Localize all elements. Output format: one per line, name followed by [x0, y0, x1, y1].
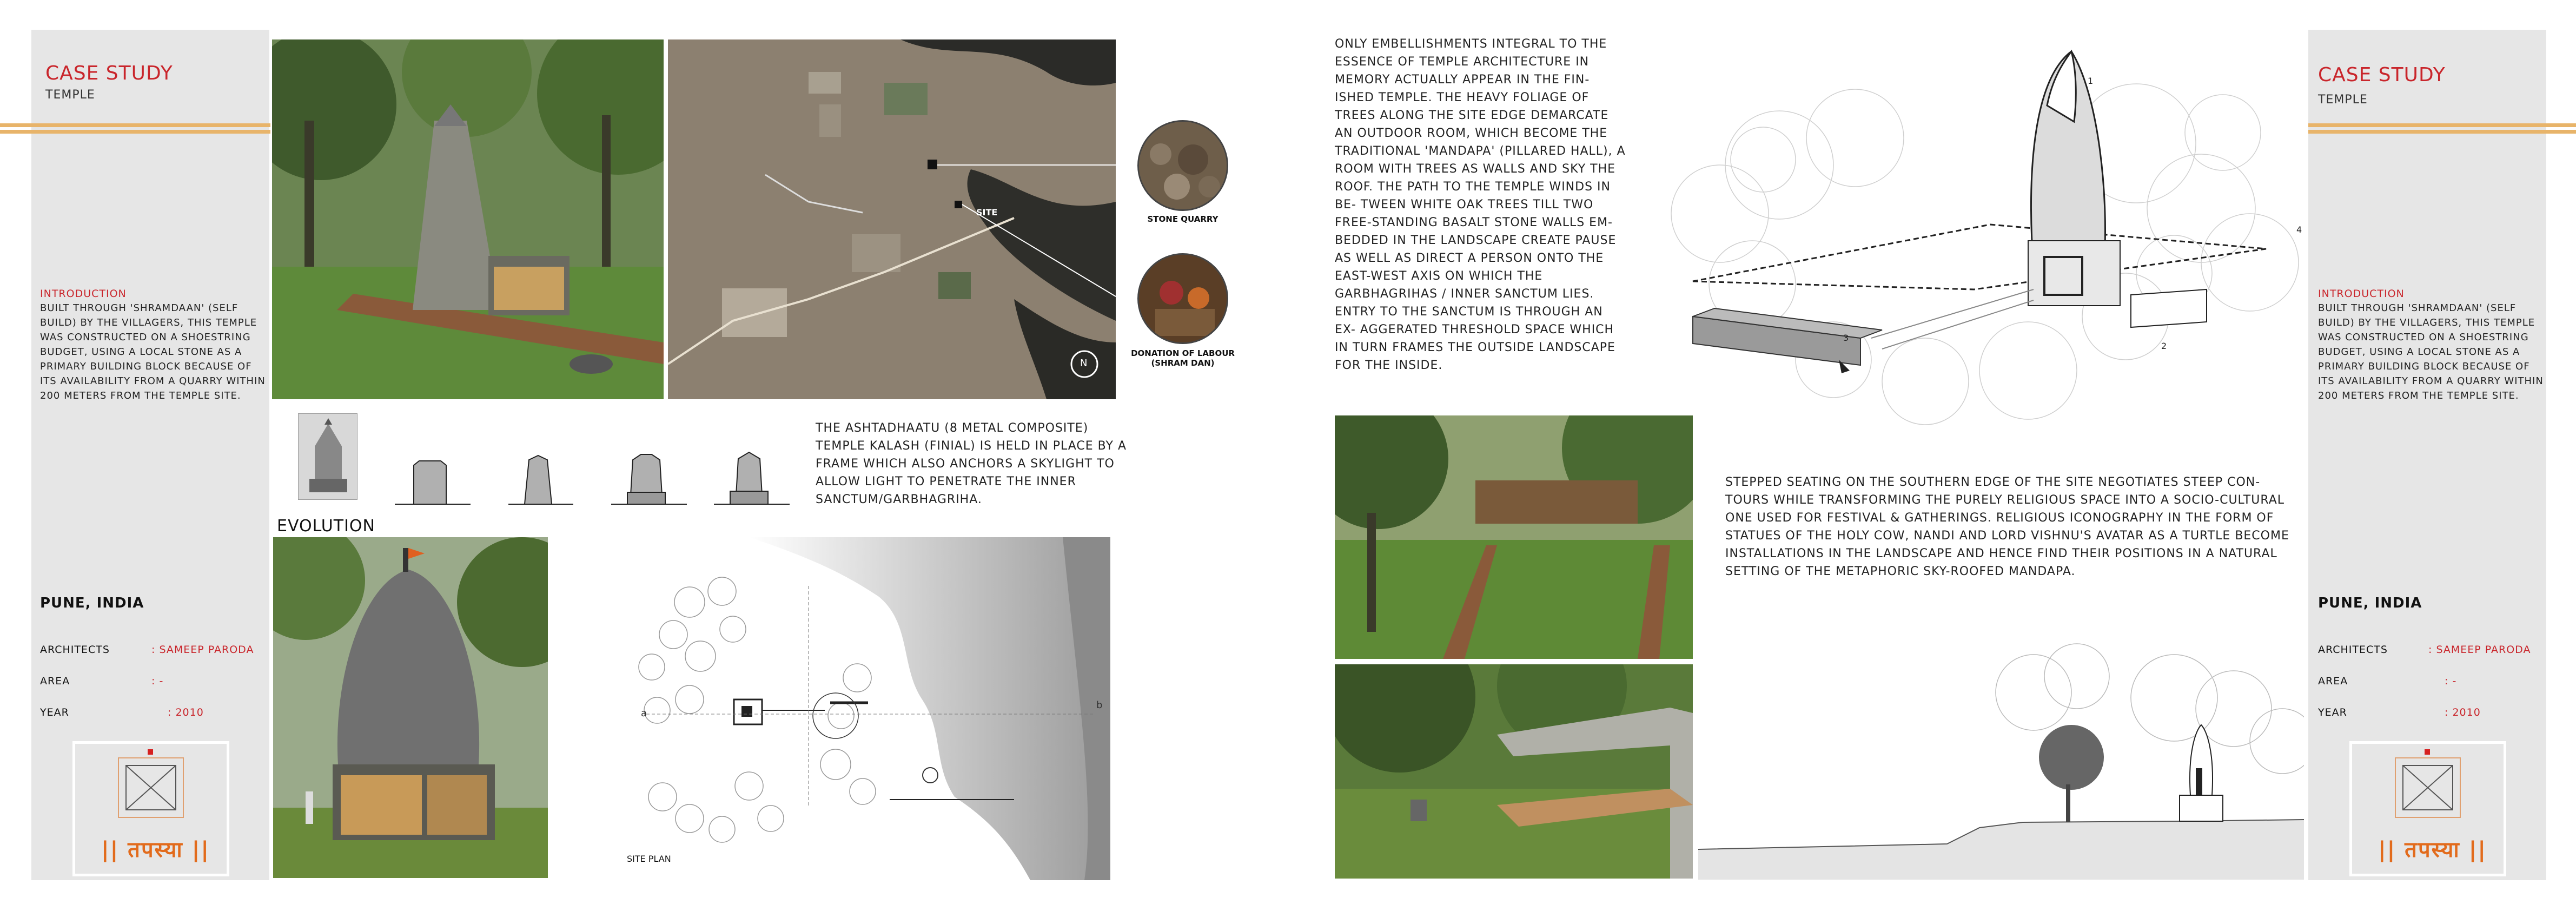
- right-architects-label: ARCHITECTS: [2318, 644, 2388, 656]
- right-location: PUNE, INDIA: [2318, 595, 2422, 611]
- temple-axonometric-drawing: [1655, 35, 2304, 457]
- left-area-value: : -: [151, 675, 164, 687]
- right-year-value: : 2010: [2445, 707, 2481, 718]
- right-page-description: ONLY EMBELLISHMENTS INTEGRAL TO THE ESSENCE OF TEMPLE ARCHITECTURE IN MEMORY ACTUALLY APPEAR IN THE FIN- ISHED TEMPLE. THE HEAVY FOLIAGE OF TREES ALONG THE SITE EDGE DEMARCATE AN OUTDOOR ROOM, WHICH BECOME THE TRADITIONAL 'MANDAPA' (PILLARED HALL), A ROOM WITH TREES AS WALLS AND SKY THE ROOF. THE PATH TO THE TEMPLE WINDS IN BE- TWEEN WHITE OAK TREES TILL TWO FREE-STANDING BASALT STONE WALLS EM- BEDDED IN THE LANDSCAPE CREATE PAUSE AS WELL AS DIRECT A PERSON ONTO THE EAST-WEST AXIS ON WHICH THE GARBHAGRIHAS / INNER SANCTUM LIES. ENTRY TO THE SANCTUM IS THROUGH AN EX- AGGERATED THRESHOLD SPACE WHICH IN TURN FRAMES THE OUTSIDE LANDSCAPE FOR THE INSIDE.: [1335, 37, 1626, 372]
- left-location: PUNE, INDIA: [40, 595, 144, 611]
- right-logo-text: || तपस्या ||: [2378, 837, 2487, 862]
- left-intro-text: BUILT THROUGH 'SHRAMDAAN' (SELF BUILD) BY THE VILLAGERS, THIS TEMPLE WAS CONSTRUCTED ON A SHOESTRING BUDGET, USING A LOCAL STONE AS A PRIMARY BUILDING BLOCK BECAUSE OF ITS AVAILABILITY FROM A QUARRY WITHIN 200 METERS FROM THE TEMPLE SITE.: [40, 302, 266, 401]
- right-intro-heading: INTRODUCTION: [2318, 288, 2405, 300]
- evolution-diagram: [389, 444, 800, 509]
- shrine-threshold-photo: [1335, 664, 1693, 879]
- temple-dome-photo: [273, 537, 548, 878]
- kalash-description: THE ASHTADHAATU (8 METAL COMPOSITE) TEMPLE KALASH (FINIAL) IS HELD IN PLACE BY A FRAME WHICH ALSO ANCHORS A SKYLIGHT TO ALLOW LIGHT TO PENETRATE THE INNER SANCTUM/GARBHAGRIHA.: [816, 421, 1127, 506]
- site-label: SITE: [976, 207, 998, 217]
- left-logo-frame: [72, 741, 229, 876]
- axo-number-2: 2: [2161, 341, 2167, 351]
- axo-number-4: 4: [2296, 225, 2302, 235]
- left-area-label: AREA: [40, 675, 70, 687]
- section-mark-a-left: a: [641, 708, 647, 719]
- left-panel-stripe-bottom: [0, 130, 270, 134]
- right-year-label: YEAR: [2318, 707, 2347, 718]
- temple-forest-photo: [272, 39, 664, 399]
- right-case-study-title: CASE STUDY: [2318, 64, 2446, 86]
- site-section-drawing: [1698, 633, 2304, 880]
- right-area-value: : -: [2445, 675, 2457, 687]
- right-case-study-subtitle: TEMPLE: [2318, 93, 2368, 107]
- labour-donation-inset: [1137, 253, 1228, 344]
- left-architects-value: : SAMEEP PARODA: [151, 644, 254, 656]
- labour-caption-line1: DONATION OF LABOUR: [1131, 348, 1235, 358]
- temple-sketch-thumbnail: [298, 413, 357, 500]
- left-panel-stripe-top: [0, 123, 270, 127]
- left-logo-text: || तपस्या ||: [101, 837, 210, 862]
- stone-quarry-inset: [1137, 120, 1228, 211]
- axo-number-3: 3: [1843, 333, 1849, 343]
- left-year-label: YEAR: [40, 707, 69, 718]
- stepped-seating-description: STEPPED SEATING ON THE SOUTHERN EDGE OF THE SITE NEGOTIATES STEEP CON- TOURS WHILE TRANSFORMING THE PURELY RELIGIOUS SPACE INTO A SOCIO-CULTURAL ONE USED FOR FESTIVAL & GATHERINGS. RELIGIOUS ICONOGRAPHY IN THE FORM OF STATUES OF THE HOLY COW, NANDI AND LORD VISHNU'S AVATAR AS A TURTLE BECOME INSTALLATIONS IN THE LANDSCAPE AND HENCE FIND THEIR POSITIONS IN A NATURAL SETTING OF THE METAPHORIC SKY-ROOFED MANDAPA.: [1725, 476, 2289, 578]
- left-intro-heading: INTRODUCTION: [40, 288, 127, 300]
- site-satellite-map: [668, 39, 1116, 399]
- left-case-study-title: CASE STUDY: [45, 62, 173, 84]
- left-architects-label: ARCHITECTS: [40, 644, 110, 656]
- evolution-title: EVOLUTION: [277, 517, 375, 536]
- left-year-value: : 2010: [168, 707, 204, 718]
- right-panel-stripe-top: [2308, 123, 2576, 127]
- north-label: N: [1080, 358, 1088, 369]
- right-area-label: AREA: [2318, 675, 2348, 687]
- stone-quarry-caption: STONE QUARRY: [1147, 214, 1219, 224]
- right-panel-stripe-bottom: [2308, 130, 2576, 134]
- site-plan-drawing: [608, 537, 1110, 880]
- right-architects-value: : SAMEEP PARODA: [2428, 644, 2531, 656]
- axo-number-1: 1: [2088, 76, 2094, 86]
- labour-caption-line2: (SHRAM DAN): [1151, 358, 1215, 368]
- left-case-study-subtitle: TEMPLE: [45, 88, 95, 102]
- stepped-seating-photo: [1335, 415, 1693, 659]
- site-plan-label: SITE PLAN: [627, 854, 671, 864]
- right-intro-text: BUILT THROUGH 'SHRAMDAAN' (SELF BUILD) BY THE VILLAGERS, THIS TEMPLE WAS CONSTRUCTED ON A SHOESTRING BUDGET, USING A LOCAL STONE AS A PRIMARY BUILDING BLOCK BECAUSE OF ITS AVAILABILITY FROM A QUARRY WITHIN 200 METERS FROM THE TEMPLE SITE.: [2318, 302, 2544, 401]
- right-logo-frame: [2349, 741, 2506, 876]
- section-mark-b-right: b: [1096, 699, 1103, 711]
